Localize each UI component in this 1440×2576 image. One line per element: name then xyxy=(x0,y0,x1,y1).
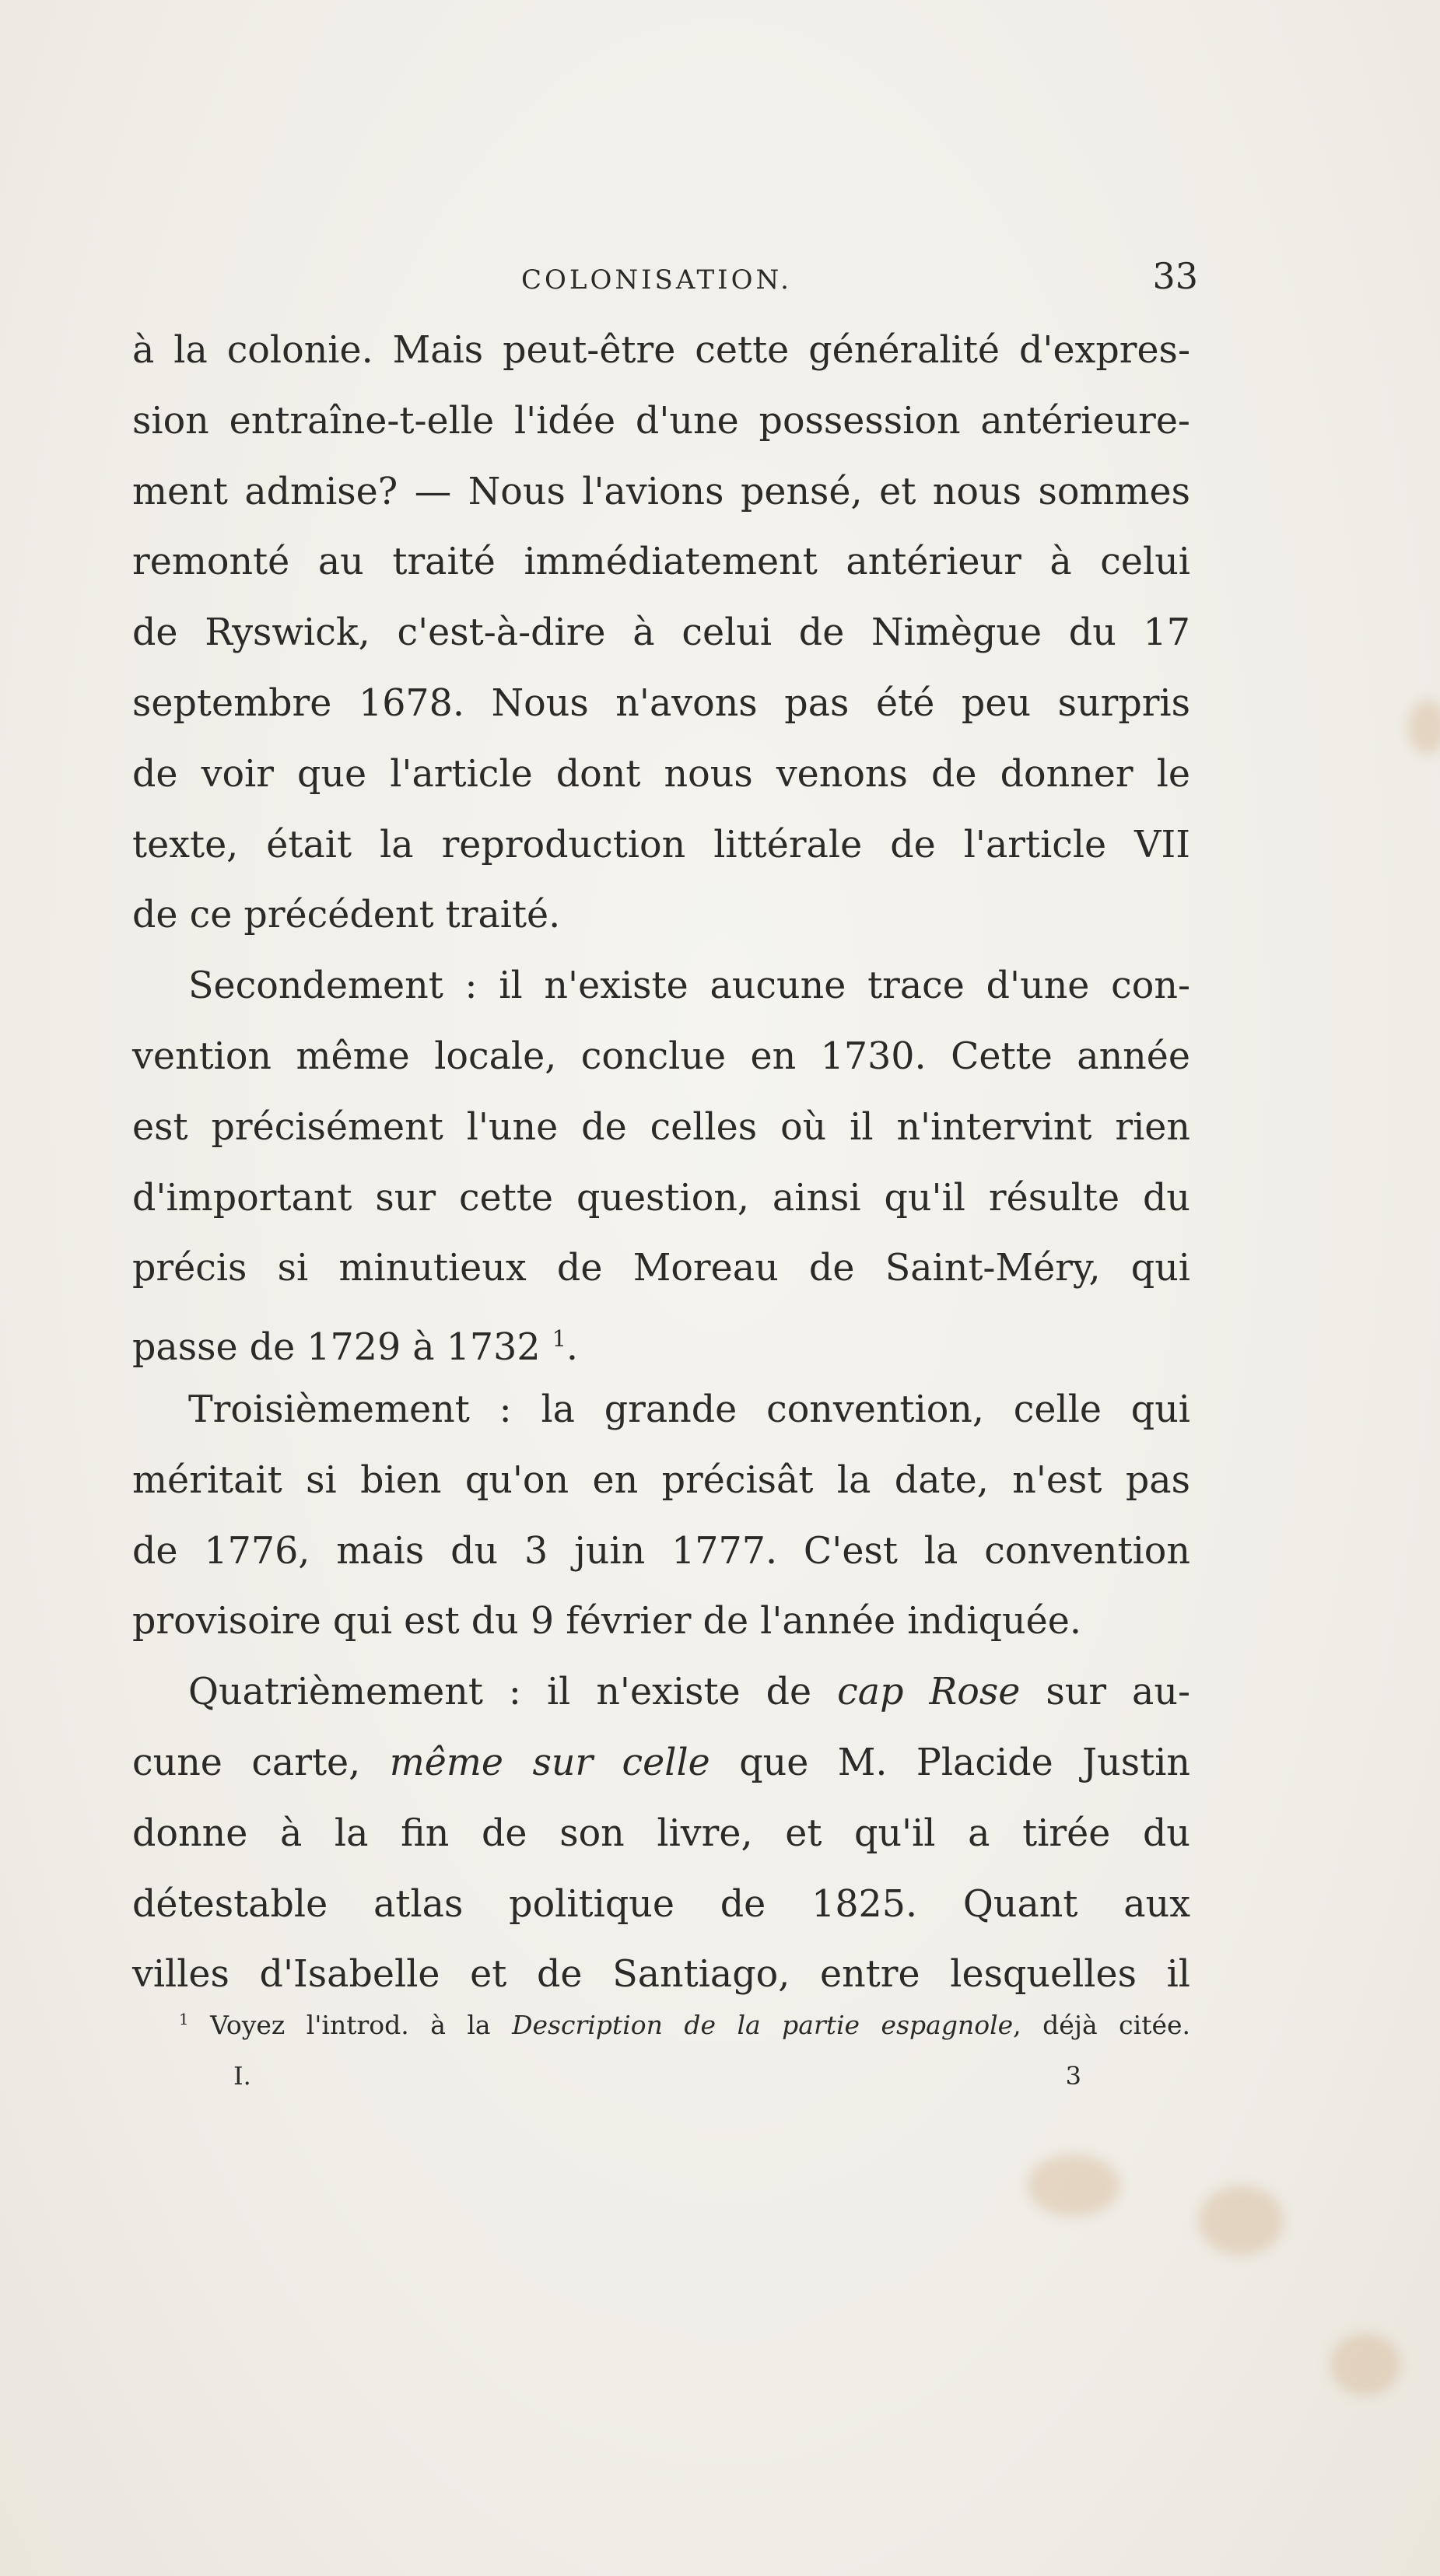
text-line: de voir que l'article dont nous venons de donner le xyxy=(132,752,1190,796)
foxing-stain xyxy=(1408,700,1440,754)
text-line: de 1776, mais du 3 juin 1777. C'est la convention xyxy=(132,1529,1190,1573)
page-number: 33 xyxy=(1152,255,1198,297)
text-line: précis si minutieux de Moreau de Saint-Méry, qui xyxy=(132,1247,1190,1290)
text-line: Troisièmement : la grande convention, celle qui xyxy=(188,1388,1190,1431)
text-segment: que M. Placide Justin xyxy=(709,1741,1191,1784)
text-segment: Quatrièmement : il n'existe de xyxy=(188,1671,838,1714)
text-line: donne à la fin de son livre, et qu'il a tirée du xyxy=(132,1811,1190,1855)
foxing-stain xyxy=(1027,2154,1120,2217)
text-line: de Ryswick, c'est-à-dire à celui de Nimègue du 17 xyxy=(132,611,1190,655)
italic-term: cap Rose xyxy=(837,1671,1021,1714)
foxing-stain xyxy=(1330,2333,1400,2396)
text-line: septembre 1678. Nous n'avons pas été peu surpris xyxy=(132,681,1190,725)
text-line: sion entraîne-t-elle l'idée d'une possession antérieure- xyxy=(132,399,1190,443)
text-line: villes d'Isabelle et de Santiago, entre lesquelles il xyxy=(132,1953,1190,1997)
text-line: de ce précédent traité. xyxy=(132,894,561,937)
page-header xyxy=(132,255,1198,317)
text-line: d'important sur cette question, ainsi qu'il résulte du xyxy=(132,1176,1190,1220)
running-title: COLONISATION. xyxy=(521,264,792,296)
text-line: est précisément l'une de celles où il n'intervint rien xyxy=(132,1105,1190,1149)
text-segment: . xyxy=(566,1326,578,1370)
footnote xyxy=(179,2010,1190,2040)
text-line: à la colonie. Mais peut-être cette généralité d'expres- xyxy=(132,329,1190,372)
text-line: Secondement : il n'existe aucune trace d'une con- xyxy=(188,964,1190,1008)
footnote-ref: 1 xyxy=(552,1326,566,1353)
footnote-text: Voyez l'introd. à la xyxy=(210,2010,513,2040)
foxing-stain xyxy=(1198,2186,1284,2256)
text-line: détestable atlas politique de 1825. Quant aux xyxy=(132,1882,1190,1926)
text-line xyxy=(132,1657,1190,1728)
text-line xyxy=(132,1728,1190,1799)
text-line: méritait si bien qu'on en précisât la date, n'est pas xyxy=(132,1458,1190,1502)
text-line: texte, était la reproduction littérale de l'article VII xyxy=(132,823,1190,866)
signature-volume: I. xyxy=(233,2061,251,2091)
text-line: provisoire qui est du 9 février de l'année indiquée. xyxy=(132,1600,1081,1643)
footnote-marker: 1 xyxy=(179,2011,189,2029)
text-segment: passe de 1729 à 1732 xyxy=(132,1326,541,1370)
signature-gathering: 3 xyxy=(1065,2061,1081,2091)
text-segment: sur au- xyxy=(1020,1671,1190,1714)
italic-term: même sur celle xyxy=(389,1741,710,1784)
body-text xyxy=(132,316,1190,2011)
text-segment: cune carte, xyxy=(132,1741,390,1784)
text-line: vention même locale, conclue en 1730. Cette année xyxy=(132,1034,1190,1078)
footnote-italic: Description de la partie espagnole xyxy=(512,2010,1014,2040)
footnote-text: , déjà citée. xyxy=(1013,2010,1190,2040)
text-line: ment admise? — Nous l'avions pensé, et nous sommes xyxy=(132,470,1190,513)
text-line: remonté au traité immédiatement antérieur à celui xyxy=(132,541,1190,584)
signature-line xyxy=(233,2061,1081,2100)
text-line xyxy=(132,1304,1190,1375)
